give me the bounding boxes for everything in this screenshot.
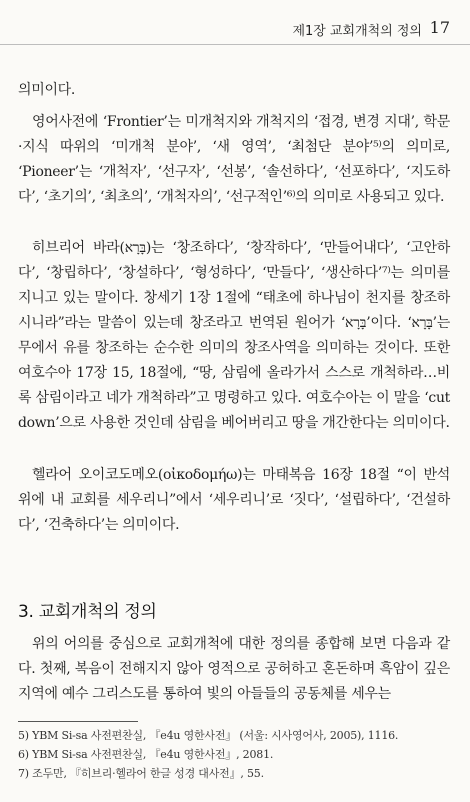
section-heading: 3. 교회개척의 정의 [18, 602, 157, 622]
paragraph-frontier-pioneer: 영어사전에 ‘Frontier’는 미개척지와 개척지의 ‘접경, 변경 지대’, 학문·지식 따위의 ‘미개척 분야’, ‘새 영역’, ‘최첨단 분야’⁵⁾의 의미로, ‘Pioneer’는 ‘개척자’, ‘선구자’, ‘선봉’, ‘솔선하다’, ‘선포하다’, ‘지도하다’, ‘초기의’, ‘최초의’, ‘개척자의’, ‘선구적인’⁶⁾의 의미로 사용되고 있다. [18, 114, 450, 205]
paragraph-continuation: 의미이다. [18, 82, 76, 98]
paragraph-greek-oikodomeo: 헬라어 오이코도메오(οἰκοδομήω)는 마태복음 16장 18절 “이 반석 위에 내 교회를 세우리니”에서 ‘세우리니’로 ‘짓다’, ‘설립하다’, ‘건설하다’, ‘건축하다’는 의미이다. [18, 467, 450, 533]
footnotes [18, 726, 458, 783]
footnote-7: 7) 조두만, 『히브리·헬라어 한글 성경 대사전』, 55. [18, 767, 264, 780]
footnote-5: 5) YBM Si-sa 사전편찬실, 『e4u 영한사전』 (서울: 시사영어사, 2005), 1116. [18, 729, 399, 742]
section-paragraph: 위의 어의를 중심으로 교회개척에 대한 정의를 종합해 보면 다음과 같다. 첫째, 복음이 전해지지 않아 영적으로 공허하고 혼돈하며 흑암이 깊은 지역에 예수 그리스도를 통하여 빛의 아들들의 공동체를 세우는 [18, 636, 450, 702]
footnote-6: 6) YBM Si-sa 사전편찬실, 『e4u 영한사전』, 2081. [18, 748, 274, 761]
header-rule [0, 44, 470, 45]
footnote-rule [18, 721, 138, 722]
running-header [0, 0, 470, 62]
page-number: 17 [429, 18, 450, 37]
paragraph-hebrew-bara: 히브리어 바라(בָּרָא)는 ‘창조하다’, ‘창작하다’, ‘만들어내다’, ‘고안하다’, ‘창립하다’, ‘창설하다’, ‘형성하다’, ‘만들다’, ‘생산하다’⁷⁾는 의미를 지니고 있는 말이다. 창세기 1장 1절에 “태초에 하나님이 천지를 창조하시니라”라는 말씀이 있는데 창조라고 번역된 원어가 ‘בָּרָא’이다. ‘בָּרָא’는 무에서 유를 창조하는 순수한 의미의 창조사역을 의미하는 것이다. 또한 여호수아 17장 15, 18절에, “땅, 삼림에 올라가서 스스로 개척하라…비록 삼림이라고 네가 개척하라”고 명령하고 있다. 여호수아는 이 말을 ‘cut down’으로 사용한 것인데 삼림을 베어버리고 땅을 개간한다는 의미이다. [18, 240, 451, 431]
chapter-title: 제1장 교회개척의 정의 [292, 24, 422, 39]
